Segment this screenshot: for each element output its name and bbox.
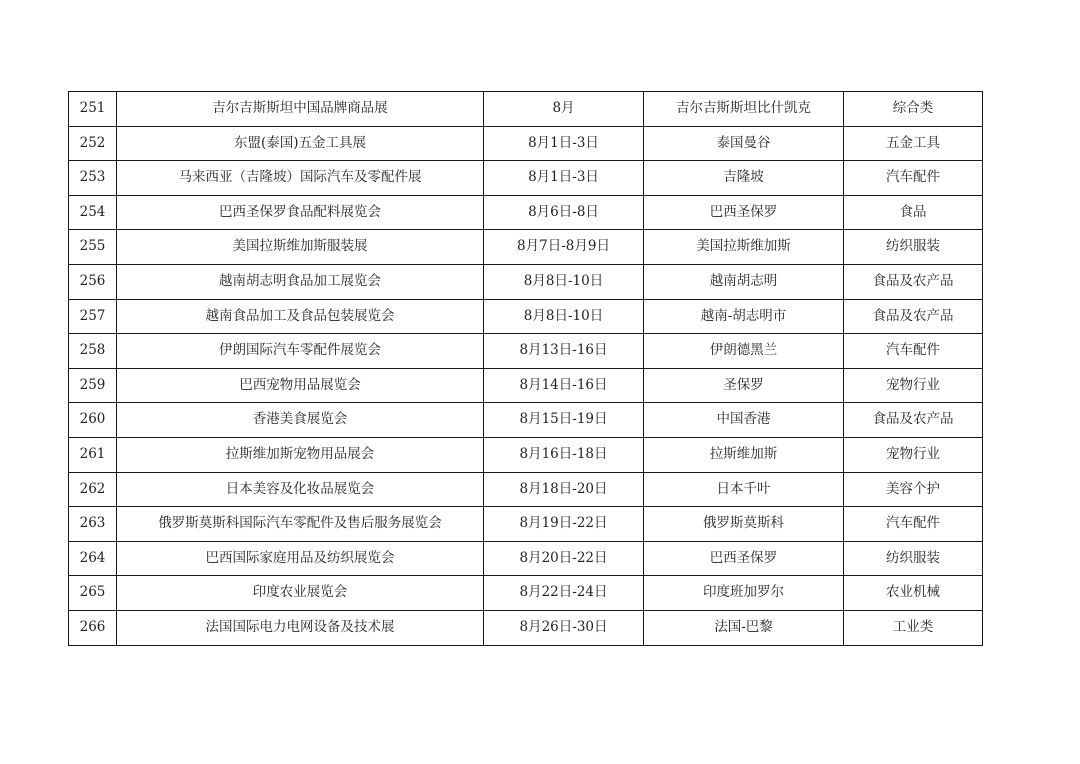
category-cell: 美容个护 [844,472,983,507]
location-cell: 俄罗斯莫斯科 [644,507,844,542]
date-cell: 8月8日-10日 [484,264,644,299]
row-number-cell: 265 [69,576,117,611]
exhibition-name-cell: 巴西国际家庭用品及纺织展览会 [117,541,484,576]
location-cell: 泰国曼谷 [644,126,844,161]
table-row [69,610,983,645]
table-row [69,264,983,299]
row-number-cell: 256 [69,264,117,299]
table-row [69,576,983,611]
date-cell: 8月13日-16日 [484,334,644,369]
location-cell: 越南-胡志明市 [644,299,844,334]
table-row [69,92,983,127]
table-row [69,195,983,230]
category-cell: 工业类 [844,610,983,645]
row-number-cell: 262 [69,472,117,507]
date-cell: 8月22日-24日 [484,576,644,611]
date-cell: 8月7日-8月9日 [484,230,644,265]
row-number-cell: 252 [69,126,117,161]
table-row [69,161,983,196]
category-cell: 汽车配件 [844,507,983,542]
location-cell: 印度班加罗尔 [644,576,844,611]
category-cell: 食品及农产品 [844,403,983,438]
exhibition-table-body [69,92,983,646]
date-cell: 8月19日-22日 [484,507,644,542]
table-row [69,437,983,472]
location-cell: 中国香港 [644,403,844,438]
row-number-cell: 255 [69,230,117,265]
category-cell: 综合类 [844,92,983,127]
row-number-cell: 254 [69,195,117,230]
row-number-cell: 259 [69,368,117,403]
date-cell: 8月18日-20日 [484,472,644,507]
category-cell: 汽车配件 [844,334,983,369]
date-cell: 8月26日-30日 [484,610,644,645]
row-number-cell: 266 [69,610,117,645]
location-cell: 越南胡志明 [644,264,844,299]
exhibition-name-cell: 法国国际电力电网设备及技术展 [117,610,484,645]
exhibition-table [68,91,983,646]
location-cell: 日本千叶 [644,472,844,507]
table-row [69,230,983,265]
exhibition-name-cell: 俄罗斯莫斯科国际汽车零配件及售后服务展览会 [117,507,484,542]
table-row [69,507,983,542]
category-cell: 汽车配件 [844,161,983,196]
exhibition-name-cell: 美国拉斯维加斯服装展 [117,230,484,265]
row-number-cell: 263 [69,507,117,542]
exhibition-name-cell: 越南胡志明食品加工展览会 [117,264,484,299]
location-cell: 拉斯维加斯 [644,437,844,472]
exhibition-name-cell: 印度农业展览会 [117,576,484,611]
location-cell: 法国-巴黎 [644,610,844,645]
category-cell: 宠物行业 [844,368,983,403]
row-number-cell: 251 [69,92,117,127]
table-row [69,299,983,334]
location-cell: 巴西圣保罗 [644,541,844,576]
table-row [69,541,983,576]
exhibition-schedule-sheet [68,91,982,646]
exhibition-name-cell: 日本美容及化妆品展览会 [117,472,484,507]
table-row [69,334,983,369]
category-cell: 五金工具 [844,126,983,161]
date-cell: 8月14日-16日 [484,368,644,403]
category-cell: 食品及农产品 [844,299,983,334]
row-number-cell: 257 [69,299,117,334]
location-cell: 吉隆坡 [644,161,844,196]
exhibition-name-cell: 东盟(泰国)五金工具展 [117,126,484,161]
row-number-cell: 258 [69,334,117,369]
exhibition-name-cell: 越南食品加工及食品包装展览会 [117,299,484,334]
table-row [69,472,983,507]
date-cell: 8月1日-3日 [484,161,644,196]
exhibition-name-cell: 吉尔吉斯斯坦中国品牌商品展 [117,92,484,127]
category-cell: 纺织服装 [844,541,983,576]
row-number-cell: 261 [69,437,117,472]
category-cell: 食品 [844,195,983,230]
row-number-cell: 260 [69,403,117,438]
location-cell: 美国拉斯维加斯 [644,230,844,265]
row-number-cell: 264 [69,541,117,576]
location-cell: 伊朗德黑兰 [644,334,844,369]
exhibition-name-cell: 拉斯维加斯宠物用品展会 [117,437,484,472]
date-cell: 8月1日-3日 [484,126,644,161]
location-cell: 巴西圣保罗 [644,195,844,230]
category-cell: 食品及农产品 [844,264,983,299]
location-cell: 吉尔吉斯斯坦比什凯克 [644,92,844,127]
date-cell: 8月16日-18日 [484,437,644,472]
exhibition-name-cell: 香港美食展览会 [117,403,484,438]
location-cell: 圣保罗 [644,368,844,403]
category-cell: 纺织服装 [844,230,983,265]
category-cell: 宠物行业 [844,437,983,472]
exhibition-name-cell: 巴西圣保罗食品配料展览会 [117,195,484,230]
date-cell: 8月15日-19日 [484,403,644,438]
category-cell: 农业机械 [844,576,983,611]
table-row [69,126,983,161]
date-cell: 8月8日-10日 [484,299,644,334]
exhibition-name-cell: 巴西宠物用品展览会 [117,368,484,403]
date-cell: 8月20日-22日 [484,541,644,576]
table-row [69,403,983,438]
table-row [69,368,983,403]
exhibition-name-cell: 伊朗国际汽车零配件展览会 [117,334,484,369]
row-number-cell: 253 [69,161,117,196]
exhibition-name-cell: 马来西亚（吉隆坡）国际汽车及零配件展 [117,161,484,196]
date-cell: 8月6日-8日 [484,195,644,230]
date-cell: 8月 [484,92,644,127]
